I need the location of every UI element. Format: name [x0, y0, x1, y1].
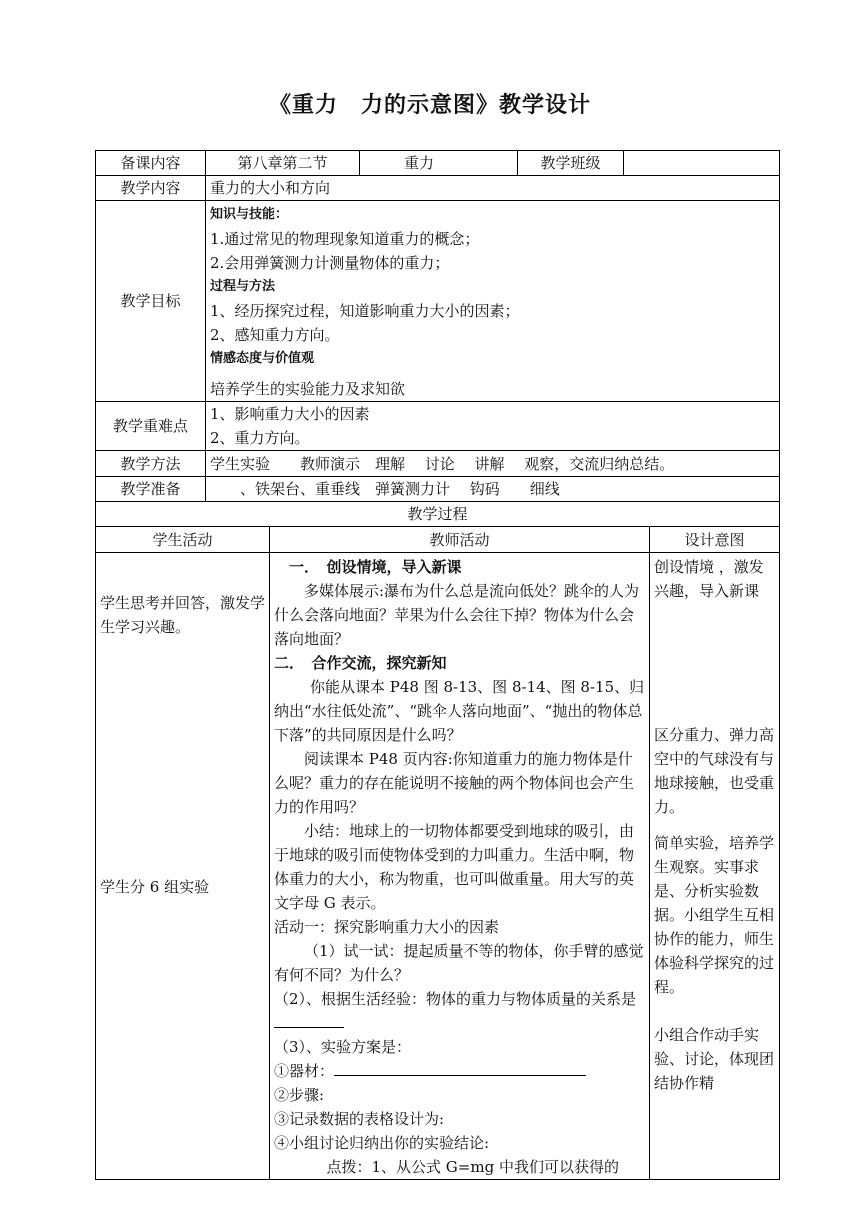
section-1-text-content: 多媒体展示:瀑布为什么总是流向低处？跳伞的人为什么会落向地面？苹果为什么会往下掉？物体为什么会落向地面？ — [274, 582, 640, 648]
activity-1-question-2-text: （2）、根据生活经验：物体的重力与物体质量的关系是 — [274, 990, 637, 1008]
column-header-row — [96, 527, 780, 553]
knowledge-heading: 知识与技能： — [210, 207, 289, 222]
knowledge-item-2: 2.会用弹簧测力计测量物体的重力； — [210, 254, 450, 272]
chapter-cell: 第八章第二节 — [206, 151, 360, 176]
class-value-cell — [624, 151, 780, 176]
content-row — [96, 176, 780, 201]
answer-blank-materials — [334, 1074, 586, 1076]
emotion-heading: 情感态度与价值观 — [210, 351, 315, 366]
keypoints-row — [96, 402, 780, 451]
activity-1-table: ③记录数据的表格设计为: — [274, 1110, 445, 1128]
process-content-row — [96, 553, 780, 1180]
label-class: 教学班级 — [518, 151, 624, 176]
section-2-title: 二． 合作交流，探究新知 — [274, 654, 447, 672]
activity-1-hint: 点拨：1、从公式 G=mg 中我们可以获得的 — [326, 1158, 619, 1176]
section-2-para-2: 阅读课本 P48 页内容:你知道重力的施力物体是什么呢？重力的存在能说明不接触的两个物体间也会产生力的作用吗？ — [274, 750, 635, 816]
goals-cell — [206, 201, 780, 402]
activity-1-steps: ②步骤: — [274, 1086, 325, 1104]
process-title-row — [96, 502, 780, 527]
process-title: 教学过程 — [96, 502, 780, 527]
activity-1-question-3: （3）、实验方案是： — [274, 1038, 412, 1056]
label-preparation: 教学准备 — [96, 477, 206, 502]
keypoint-item-1: 1、影响重力大小的因素 — [210, 405, 370, 423]
knowledge-item-1: 1.通过常见的物理现象知道重力的概念； — [210, 230, 480, 248]
process-item-1: 1、经历探究过程，知道影响重力大小的因素； — [210, 302, 520, 320]
activity-1-title: 活动一：探究影响重力大小的因素 — [274, 918, 500, 936]
student-activities-cell — [96, 553, 270, 1180]
teacher-activities-cell — [270, 553, 650, 1180]
keypoints-cell — [206, 402, 780, 451]
label-keypoints: 教学重难点 — [96, 402, 206, 451]
activity-1-materials-label: ①器材： — [274, 1062, 335, 1080]
section-2-para-3: 小结：地球上的一切物体都要受到地球的吸引，由于地球的吸引而使物体受到的力叫重力。生活中啊，物体重力的大小，称为物重，也可叫做重量。用大写的英文字母 G 表示。 — [274, 822, 635, 912]
design-intents-cell — [650, 553, 780, 1180]
design-intent-1: 创设情境 ，激发兴趣，导入新课 — [654, 558, 764, 600]
answer-blank-relation — [274, 1026, 344, 1028]
student-activity-1: 学生思考并回答，激发学生学习兴趣。 — [100, 594, 266, 636]
section-1-title: 一． 创设情境，导入新课 — [289, 558, 462, 576]
keypoint-item-2: 2、重力方向。 — [210, 429, 310, 447]
activity-1-question-1: （1）试一试：提起质量不等的物体，你手臂的感觉有何不同？为什么？ — [274, 942, 644, 984]
methods-value: 学生实验 教师演示 理解 讨论 讲解 观察，交流归纳总结。 — [206, 451, 780, 477]
activity-1-conclusion: ④小组讨论归纳出你的实验结论: — [274, 1134, 490, 1152]
section-2-para-1: 你能从课本 P48 图 8-13、图 8-14、图 8-15、归纳出“水往低处流”、“跳伞人落向地面”、“抛出的物体总下落”的共同原因是什么吗？ — [274, 678, 645, 744]
emotion-item-1: 培养学生的实验能力及求知欲 — [210, 380, 406, 398]
header-row — [96, 151, 780, 176]
section-1-text — [274, 579, 645, 651]
process-heading: 过程与方法 — [210, 279, 276, 294]
label-methods: 教学方法 — [96, 451, 206, 477]
activity-1-question-2 — [274, 987, 645, 1035]
col-header-teacher: 教师活动 — [270, 527, 650, 553]
design-intent-4: 小组合作动手实验、讨论，体现团结协作精 — [654, 1026, 775, 1092]
lesson-plan-table — [95, 150, 780, 1180]
preparation-value: 、铁架台、重垂线 弹簧测力计 钩码 细线 — [206, 477, 780, 502]
activity-1-materials — [274, 1059, 645, 1083]
label-prepare-content: 备课内容 — [96, 151, 206, 176]
label-teaching-content: 教学内容 — [96, 176, 206, 201]
goals-row — [96, 201, 780, 402]
methods-row — [96, 451, 780, 477]
teaching-content-value: 重力的大小和方向 — [206, 176, 780, 201]
label-teaching-goals: 教学目标 — [96, 201, 206, 402]
student-activity-2: 学生分 6 组实验 — [100, 878, 210, 896]
col-header-design: 设计意图 — [650, 527, 780, 553]
document-title: 《重力 力的示意图》教学设计 — [268, 93, 591, 118]
design-intent-3: 简单实验，培养学生观察。实事求是、分析实验数据。小组学生互相协作的能力，师生体验科学探究的过程。 — [654, 834, 775, 996]
design-intent-2: 区分重力、弹力高空中的气球没有与地球接触，也受重力。 — [654, 726, 775, 816]
topic-cell: 重力 — [360, 151, 518, 176]
process-item-2: 2、感知重力方向。 — [210, 326, 340, 344]
preparation-row — [96, 477, 780, 502]
col-header-student: 学生活动 — [96, 527, 270, 553]
